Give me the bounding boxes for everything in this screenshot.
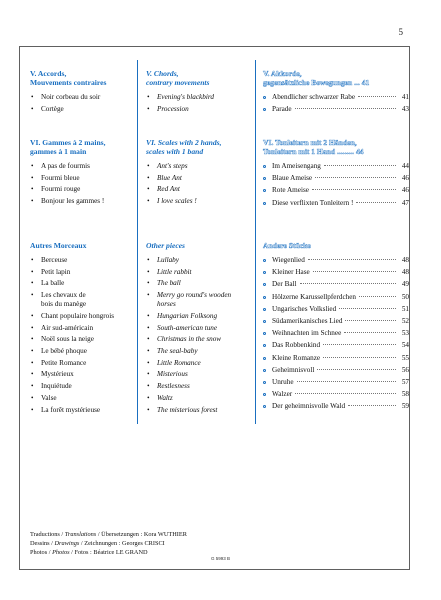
dot-leader bbox=[297, 381, 396, 382]
piece-title: Christmas in the snow bbox=[157, 335, 222, 344]
dot-leader bbox=[359, 296, 396, 297]
page-ref: 52 bbox=[401, 316, 409, 325]
page-ref: 55 bbox=[401, 353, 409, 362]
dot-leader bbox=[344, 332, 396, 333]
list-item bbox=[30, 268, 128, 277]
piece-title: Im Ameisengang bbox=[272, 162, 321, 170]
dot-leader bbox=[339, 308, 396, 309]
piece-title: Petit lapin bbox=[41, 267, 71, 276]
section-other-de bbox=[263, 241, 409, 414]
page-ref: 48 bbox=[401, 268, 409, 277]
credit-french: Photos bbox=[30, 549, 48, 556]
bullet-icon: • bbox=[147, 185, 150, 194]
list-item bbox=[146, 279, 248, 288]
list-item bbox=[146, 174, 248, 183]
page-ref: 51 bbox=[401, 304, 409, 313]
piece-list bbox=[263, 162, 409, 208]
column-german bbox=[263, 46, 409, 424]
piece-title: Blaue Ameise bbox=[272, 174, 313, 183]
page-ref: 43 bbox=[401, 105, 409, 114]
bullet-icon: • bbox=[147, 93, 150, 101]
dot-leader bbox=[295, 108, 396, 109]
piece-title: Berceuse bbox=[41, 256, 68, 264]
circle-bullet-icon bbox=[263, 357, 266, 360]
dot-leader bbox=[356, 202, 396, 203]
list-item bbox=[30, 279, 128, 288]
dot-leader bbox=[313, 271, 396, 272]
credit-german: Übersetzungen : Kora WUTHIER bbox=[101, 531, 187, 538]
page-ref: 57 bbox=[401, 377, 409, 386]
list-item bbox=[146, 162, 248, 171]
piece-title: Ant's steps bbox=[157, 162, 188, 170]
piece-title: La forêt mystérieuse bbox=[41, 405, 101, 414]
bullet-icon: • bbox=[147, 104, 150, 113]
list-item bbox=[30, 174, 128, 183]
section-heading: VI. Gammes à 2 mains, gammes à 1 main bbox=[30, 138, 106, 156]
bullet-icon: • bbox=[147, 197, 150, 206]
credit-german: Fotos : Béatrice LE GRAND bbox=[74, 549, 148, 556]
credit-french: Dessins bbox=[30, 540, 50, 547]
list-item bbox=[30, 256, 128, 265]
list-item bbox=[263, 162, 409, 171]
circle-bullet-icon bbox=[263, 393, 266, 396]
list-item bbox=[30, 324, 128, 333]
piece-title: Noir corbeau du soir bbox=[41, 93, 101, 101]
list-item bbox=[263, 390, 409, 399]
piece-list bbox=[146, 162, 248, 206]
circle-bullet-icon bbox=[263, 165, 266, 168]
circle-bullet-icon bbox=[263, 381, 266, 384]
page-ref: 59 bbox=[401, 402, 409, 411]
dot-leader bbox=[323, 357, 396, 358]
bullet-icon: • bbox=[31, 104, 34, 113]
piece-title: La balle bbox=[41, 279, 65, 288]
list-item bbox=[146, 197, 248, 206]
circle-bullet-icon bbox=[263, 320, 266, 323]
bullet-icon: • bbox=[147, 291, 150, 300]
list-item bbox=[30, 185, 128, 194]
section-heading: Andere Stücke bbox=[263, 241, 311, 250]
page-ref: 56 bbox=[401, 365, 409, 374]
piece-title: Misterious bbox=[157, 370, 188, 379]
list-item bbox=[263, 174, 409, 183]
piece-title: Blue Ant bbox=[157, 173, 182, 182]
piece-title: Restlesness bbox=[157, 382, 190, 391]
list-item bbox=[263, 341, 409, 350]
list-item bbox=[146, 324, 248, 333]
circle-bullet-icon bbox=[263, 108, 266, 111]
page-ref: 58 bbox=[401, 390, 409, 399]
list-item bbox=[263, 366, 409, 375]
bullet-icon: • bbox=[147, 312, 150, 321]
piece-title: Weihnachten im Schnee bbox=[272, 329, 342, 338]
dot-leader bbox=[324, 165, 396, 166]
bullet-icon: • bbox=[147, 323, 150, 332]
piece-list bbox=[30, 93, 128, 114]
circle-bullet-icon bbox=[263, 332, 266, 335]
piece-title: The ball bbox=[157, 279, 181, 288]
bullet-icon: • bbox=[31, 405, 34, 414]
list-item bbox=[30, 93, 128, 102]
piece-title: Les chevaux de bois du manège bbox=[41, 291, 87, 309]
bullet-icon: • bbox=[31, 185, 34, 194]
catalog-code: G 5993 B bbox=[210, 556, 230, 561]
page-ref: 46 bbox=[401, 186, 409, 195]
bullet-icon: • bbox=[31, 347, 34, 356]
piece-title: Little Romance bbox=[157, 358, 201, 367]
bullet-icon: • bbox=[31, 382, 34, 391]
dot-leader bbox=[348, 405, 396, 406]
list-item bbox=[146, 268, 248, 277]
section-scales-fr bbox=[30, 138, 128, 209]
list-item bbox=[263, 317, 409, 326]
column-divider-2 bbox=[255, 60, 256, 424]
bullet-icon: • bbox=[31, 256, 34, 264]
list-item bbox=[30, 335, 128, 344]
list-item bbox=[263, 402, 409, 411]
piece-title: Hölzerne Karussellpferdchen bbox=[272, 292, 357, 301]
bullet-icon: • bbox=[31, 279, 34, 288]
credit-french: Traductions bbox=[30, 531, 60, 538]
page-ref: 48 bbox=[401, 256, 409, 264]
list-item bbox=[146, 394, 248, 403]
piece-title: Chant populaire hongrois bbox=[41, 312, 115, 321]
dot-leader bbox=[300, 283, 396, 284]
bullet-icon: • bbox=[31, 393, 34, 402]
list-item bbox=[146, 335, 248, 344]
section-other-fr bbox=[30, 241, 128, 417]
page-ref: 46 bbox=[401, 174, 409, 183]
dot-leader bbox=[312, 189, 396, 190]
section-chords-en bbox=[146, 69, 248, 116]
circle-bullet-icon bbox=[263, 202, 266, 205]
column-divider-1 bbox=[137, 60, 138, 424]
piece-title: Wiegenlied bbox=[272, 256, 305, 264]
list-item bbox=[263, 256, 409, 265]
piece-title: Abendlicher schwarzer Rabe bbox=[272, 93, 356, 101]
credit-german: Zeichnungen : Georges CRISCI bbox=[84, 540, 165, 547]
piece-title: Mystérieux bbox=[41, 370, 74, 379]
bullet-icon: • bbox=[147, 279, 150, 288]
page-ref: 47 bbox=[401, 198, 409, 207]
column-english bbox=[146, 46, 248, 424]
circle-bullet-icon bbox=[263, 259, 266, 262]
list-item bbox=[30, 105, 128, 114]
list-item bbox=[30, 291, 128, 310]
list-item bbox=[30, 382, 128, 391]
dot-leader bbox=[308, 259, 396, 260]
circle-bullet-icon bbox=[263, 344, 266, 347]
page-ref: 54 bbox=[401, 341, 409, 350]
page-ref: 41 bbox=[401, 93, 409, 101]
piece-title: A pas de fourmis bbox=[41, 162, 90, 170]
piece-title: Unruhe bbox=[272, 377, 294, 386]
credit-line: Dessins / Drawings / Zeichnungen : Georges CRISCI bbox=[30, 540, 165, 547]
piece-list bbox=[30, 162, 128, 206]
dot-leader bbox=[315, 177, 396, 178]
list-item bbox=[146, 185, 248, 194]
section-heading: VI. Scales with 2 hands, scales with 1 band bbox=[146, 138, 222, 156]
piece-title: Lullaby bbox=[157, 256, 179, 264]
piece-title: Rote Ameise bbox=[272, 186, 309, 195]
piece-title: Valse bbox=[41, 393, 57, 402]
list-item bbox=[30, 370, 128, 379]
piece-title: South-american tune bbox=[157, 323, 218, 332]
section-other-en bbox=[146, 241, 248, 417]
section-heading: V. Chords, contrary movements bbox=[146, 69, 210, 87]
piece-list bbox=[30, 256, 128, 415]
bullet-icon: • bbox=[31, 173, 34, 182]
list-item bbox=[146, 382, 248, 391]
bullet-icon: • bbox=[147, 370, 150, 379]
section-scales-en bbox=[146, 138, 248, 209]
piece-title: Geheimnisvoll bbox=[272, 365, 315, 374]
page-ref: 44 bbox=[401, 162, 409, 170]
page-number: 5 bbox=[398, 27, 403, 37]
dot-leader bbox=[295, 393, 396, 394]
section-chords-de bbox=[263, 69, 409, 117]
bullet-icon: • bbox=[147, 393, 150, 402]
piece-list bbox=[146, 93, 248, 114]
piece-title: Der Ball bbox=[272, 280, 297, 289]
list-item bbox=[30, 359, 128, 368]
circle-bullet-icon bbox=[263, 369, 266, 372]
piece-title: Parade bbox=[272, 105, 292, 114]
bullet-icon: • bbox=[31, 93, 34, 101]
section-heading: Autres Morceaux bbox=[30, 241, 87, 250]
list-item bbox=[263, 305, 409, 314]
section-heading: V. Akkorde, gegensätzliche Bewegungen ... 41 bbox=[263, 69, 370, 87]
credit-line: Traductions / Translations / Übersetzungen : Kora WUTHIER bbox=[30, 531, 187, 538]
list-item bbox=[263, 329, 409, 338]
bullet-icon: • bbox=[31, 323, 34, 332]
dot-leader bbox=[345, 320, 396, 321]
piece-title: Noël sous la neige bbox=[41, 335, 94, 344]
bullet-icon: • bbox=[31, 312, 34, 321]
circle-bullet-icon bbox=[263, 271, 266, 274]
list-item bbox=[30, 197, 128, 206]
piece-title: Petite Romance bbox=[41, 358, 87, 367]
piece-title: Evening's blackbird bbox=[157, 93, 214, 101]
list-item bbox=[30, 162, 128, 171]
list-item bbox=[146, 256, 248, 265]
dot-leader bbox=[323, 344, 396, 345]
dot-leader bbox=[317, 369, 396, 370]
piece-title: Waltz bbox=[157, 393, 173, 402]
bullet-icon: • bbox=[147, 256, 150, 264]
piece-title: Südamerikanisches Lied bbox=[272, 316, 343, 325]
circle-bullet-icon bbox=[263, 177, 266, 180]
circle-bullet-icon bbox=[263, 189, 266, 192]
piece-list bbox=[263, 256, 409, 412]
piece-title: Le bébé phoque bbox=[41, 347, 87, 356]
piece-list bbox=[146, 256, 248, 415]
column-french bbox=[30, 46, 128, 424]
circle-bullet-icon bbox=[263, 283, 266, 286]
section-chords-fr bbox=[30, 69, 128, 116]
list-item bbox=[263, 354, 409, 363]
list-item bbox=[263, 293, 409, 302]
piece-title: Kleine Romanze bbox=[272, 353, 321, 362]
piece-title: I love scales ! bbox=[157, 197, 197, 206]
piece-title: Kleiner Hase bbox=[272, 268, 310, 277]
section-heading: VI. Tonleitern mit 2 Händen, Tonleitern mit 1 Hand ......... 44 bbox=[263, 138, 364, 156]
credit-line: Photos / Photos / Fotos : Béatrice LE GRAND bbox=[30, 549, 148, 556]
credit-english: Drawings bbox=[54, 540, 80, 547]
list-item bbox=[263, 378, 409, 387]
list-item bbox=[263, 186, 409, 195]
piece-title: Little rabbit bbox=[157, 267, 192, 276]
piece-title: Air sud-américain bbox=[41, 323, 94, 332]
list-item bbox=[263, 93, 409, 102]
list-item bbox=[146, 370, 248, 379]
list-item bbox=[263, 105, 409, 114]
list-item bbox=[146, 93, 248, 102]
bullet-icon: • bbox=[147, 267, 150, 276]
page-ref: 49 bbox=[401, 280, 409, 289]
piece-title: Merry go round's wooden horses bbox=[157, 291, 232, 309]
section-scales-de bbox=[263, 138, 409, 211]
piece-title: Das Robbenkind bbox=[272, 341, 321, 350]
bullet-icon: • bbox=[147, 335, 150, 344]
circle-bullet-icon bbox=[263, 308, 266, 311]
piece-title: Fourmi rouge bbox=[41, 185, 81, 194]
credit-english: Translations bbox=[64, 531, 97, 538]
piece-title: Procession bbox=[157, 104, 189, 113]
list-item bbox=[146, 406, 248, 415]
bullet-icon: • bbox=[31, 197, 34, 206]
circle-bullet-icon bbox=[263, 405, 266, 408]
list-item bbox=[146, 312, 248, 321]
list-item bbox=[30, 394, 128, 403]
piece-title: Ungarisches Volkslied bbox=[272, 304, 337, 313]
piece-title: Diese verflixten Tonleitern ! bbox=[272, 198, 354, 207]
page-ref: 53 bbox=[401, 329, 409, 338]
bullet-icon: • bbox=[147, 173, 150, 182]
list-item bbox=[146, 105, 248, 114]
list-item bbox=[30, 347, 128, 356]
list-item bbox=[263, 199, 409, 208]
dot-leader bbox=[358, 96, 396, 97]
piece-title: Hungarian Folksong bbox=[157, 312, 218, 321]
bullet-icon: • bbox=[147, 382, 150, 391]
piece-title: The misterious forest bbox=[157, 405, 218, 414]
list-item bbox=[146, 291, 248, 310]
circle-bullet-icon bbox=[263, 296, 266, 299]
piece-title: Cortège bbox=[41, 104, 64, 113]
bullet-icon: • bbox=[31, 370, 34, 379]
section-heading: V. Accords, Mouvements contraires bbox=[30, 69, 107, 87]
list-item bbox=[146, 359, 248, 368]
bullet-icon: • bbox=[31, 335, 34, 344]
list-item bbox=[30, 312, 128, 321]
piece-title: Bonjour les gammes ! bbox=[41, 197, 105, 206]
piece-title: Red Ant bbox=[157, 185, 180, 194]
circle-bullet-icon bbox=[263, 96, 266, 99]
piece-title: Fourmi bleue bbox=[41, 173, 80, 182]
list-item bbox=[263, 268, 409, 277]
bullet-icon: • bbox=[147, 405, 150, 414]
credits bbox=[30, 530, 187, 557]
bullet-icon: • bbox=[147, 347, 150, 356]
piece-title: Walzer bbox=[272, 390, 293, 399]
list-item bbox=[263, 280, 409, 289]
list-item bbox=[146, 347, 248, 356]
piece-list bbox=[263, 93, 409, 114]
list-item bbox=[30, 406, 128, 415]
bullet-icon: • bbox=[31, 291, 34, 300]
piece-title: Der geheimnisvolle Wald bbox=[272, 402, 346, 411]
bullet-icon: • bbox=[31, 162, 34, 170]
bullet-icon: • bbox=[147, 358, 150, 367]
page-ref: 50 bbox=[401, 292, 409, 301]
piece-title: Inquiétude bbox=[41, 382, 72, 391]
bullet-icon: • bbox=[147, 162, 150, 170]
piece-title: The seal-baby bbox=[157, 347, 198, 356]
bullet-icon: • bbox=[31, 267, 34, 276]
section-heading: Other pieces bbox=[146, 241, 186, 250]
bullet-icon: • bbox=[31, 358, 34, 367]
credit-english: Photos bbox=[52, 549, 70, 556]
